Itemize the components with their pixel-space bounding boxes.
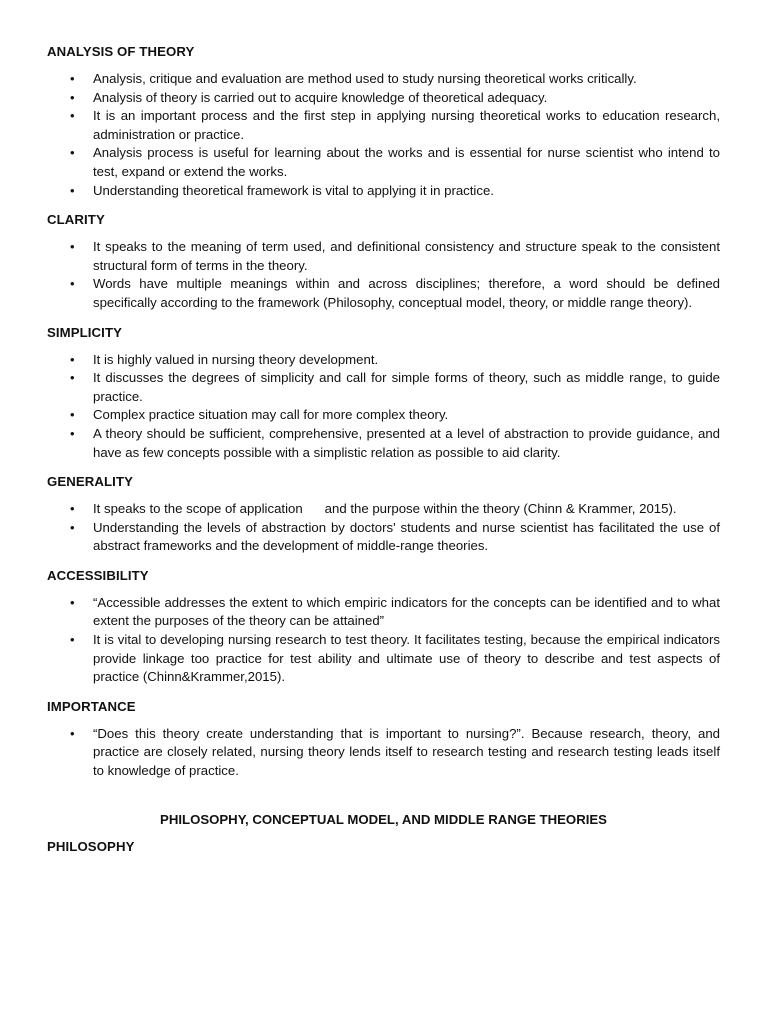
section-heading: GENERALITY [47,474,133,490]
list-item [47,89,720,108]
list-item [47,631,720,687]
list-item [47,406,720,425]
list-item-text: It is vital to developing nursing research to test theory. It facilitates testing, because the empirical indicators provide linkage too practice for test ability and ultimate use of theory to describe and test aspects of practice (Chinn&Krammer,2015). [93,632,720,685]
list-item [47,70,720,89]
bullet-list [47,351,720,463]
list-item-text: “Does this theory create understanding that is important to nursing?”. Because research, theory, and practice are closely related, nursing theory lends itself to research testing and research testing leads itself to knowledge of practice. [93,725,720,779]
list-item-text: It speaks to the meaning of term used, and definitional consistency and structure speak to the consistent structural form of terms in the theory. [93,239,720,273]
list-item [47,275,720,312]
bullet-icon: • [70,182,75,198]
bullet-icon: • [70,276,75,292]
list-item [47,425,720,462]
list-item-text: Understanding the levels of abstraction by doctors' students and nurse scientist has facilitated the use of abstract frameworks and the development of middle-range theories. [93,519,720,554]
document-page [47,43,720,865]
bullet-icon: • [70,519,75,535]
section-analysis-of-theory [47,43,720,200]
list-item [47,238,720,275]
bullet-icon: • [70,501,75,517]
list-item-text: Understanding theoretical framework is vital to applying it in practice. [93,182,494,198]
section-accessibility [47,567,720,687]
list-item-text: “Accessible addresses the extent to which empiric indicators for the concepts can be identified and to what extent the purposes of the theory can be attained” [93,594,720,629]
bullet-icon: • [70,239,75,255]
section-generality [47,473,720,556]
list-item-text: It discusses the degrees of simplicity and call for simple forms of theory, such as middle range, to guide practice. [93,370,720,404]
bullet-list [47,594,720,687]
list-item [47,519,720,556]
section-heading: IMPORTANCE [47,698,136,714]
section-heading: SIMPLICITY [47,324,122,340]
list-item-text: Analysis process is useful for learning about the works and is essential for nurse scientist who intend to test, expand or extend the works. [93,145,720,179]
list-item [47,500,720,519]
section-heading: CLARITY [47,212,105,228]
bullet-list [47,725,720,781]
list-item [47,725,720,781]
bullet-list [47,500,720,556]
section-clarity [47,211,720,312]
bullet-icon: • [70,71,75,86]
bullet-icon: • [70,725,75,741]
list-item [47,351,720,370]
list-item-text: Analysis, critique and evaluation are method used to study nursing theoretical works critically. [93,71,637,86]
bullet-list [47,238,720,312]
philosophy-heading: PHILOSOPHY [47,838,135,854]
section-simplicity [47,324,720,463]
bullet-icon: • [70,89,75,105]
list-item [47,144,720,181]
bullet-icon: • [70,351,75,367]
list-item-text: It is an important process and the first step in applying nursing theoretical works to education research, administration or practice. [93,108,720,142]
bullet-icon: • [70,407,75,423]
list-item [47,182,720,201]
list-item [47,107,720,144]
list-item-text: It is highly valued in nursing theory development. [93,351,379,367]
section-heading: ACCESSIBILITY [47,567,149,583]
list-item-text: Complex practice situation may call for more complex theory. [93,407,449,423]
section-heading: ANALYSIS OF THEORY [47,44,195,59]
section-importance [47,698,720,781]
list-item-text: A theory should be sufficient, comprehensive, presented at a level of abstraction to provide guidance, and have as few concepts possible with a simplistic relation as possible to aid clarity. [93,425,720,460]
bullet-icon: • [70,370,75,386]
center-heading: PHILOSOPHY, CONCEPTUAL MODEL, AND MIDDLE RANGE THEORIES [160,811,607,827]
bullet-icon: • [70,108,75,124]
bullet-icon: • [70,632,75,648]
list-item-text: Words have multiple meanings within and across disciplines; therefore, a word should be defined specifically according to the framework (Philosophy, conceptual model, theory, or middle range theory). [93,276,720,310]
bullet-icon: • [70,594,75,610]
bullet-list [47,70,720,200]
list-item-text: Analysis of theory is carried out to acquire knowledge of theoretical adequacy. [93,89,548,105]
list-item-text: It speaks to the scope of application and the purpose within the theory (Chinn & Krammer, 2015). [93,501,677,517]
list-item [47,594,720,631]
bullet-icon: • [70,145,75,161]
bullet-icon: • [70,425,75,441]
list-item [47,369,720,406]
